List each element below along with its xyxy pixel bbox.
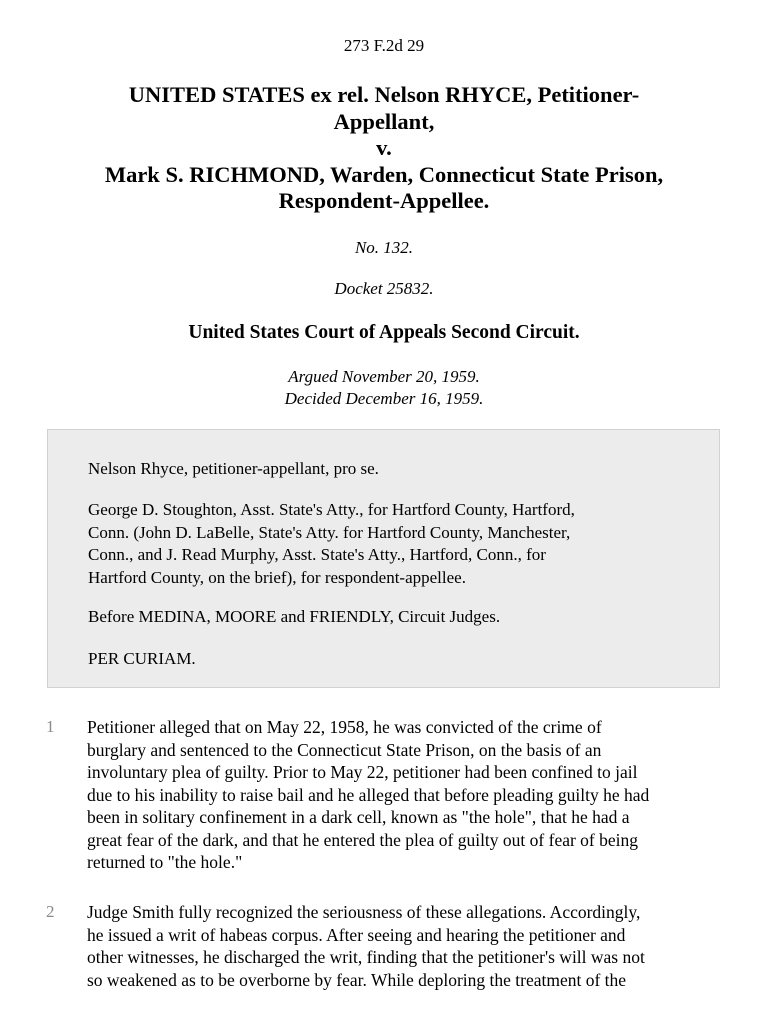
decided-date: Decided December 16, 1959. [284, 389, 484, 408]
paragraph-line: returned to "the hole." [87, 852, 243, 872]
respondent-counsel-line: Conn. (John D. LaBelle, State's Atty. for Hartford County, Manchester, [88, 522, 571, 542]
docket-number: Docket 25832. [334, 279, 434, 298]
case-number: No. 132. [354, 238, 414, 257]
paragraph-line: burglary and sentenced to the Connecticut State Prison, on the basis of an [87, 739, 602, 760]
case-title-line: Appellant, [333, 108, 435, 134]
paragraph-text [87, 901, 737, 991]
paragraph-line: Judge Smith fully recognized the seriousness of these allegations. Accordingly, [87, 902, 641, 922]
respondent-counsel-line: George D. Stoughton, Asst. State's Atty., for Hartford County, Hartford, [88, 500, 575, 519]
respondent-counsel-line: Conn., and J. Read Murphy, Asst. State's Atty., Hartford, Conn., for [88, 545, 546, 564]
paragraph-line: due to his inability to raise bail and he alleged that before pleading guilty he had [87, 784, 650, 805]
judges-line: Before MEDINA, MOORE and FRIENDLY, Circuit Judges. [88, 607, 501, 626]
case-title [40, 82, 728, 215]
argued-date: Argued November 20, 1959. [288, 367, 480, 386]
paragraph-line: Petitioner alleged that on May 22, 1958, he was convicted of the crime of [87, 717, 602, 737]
paragraph-line: been in solitary confinement in a dark cell, known as "the hole", that he had a [87, 807, 630, 827]
paragraph-number: 1 [46, 717, 55, 736]
paragraph-line: great fear of the dark, and that he entered the plea of guilty out of fear of being [87, 829, 639, 850]
case-title-line: Respondent-Appellee. [278, 188, 490, 213]
paragraph-line: so weakened as to be overborne by fear. While deploring the treatment of the [87, 969, 627, 990]
respondent-counsel [88, 499, 688, 589]
respondent-counsel-line: Hartford County, on the brief), for respondent-appellee. [88, 567, 466, 587]
court-name: United States Court of Appeals Second Circuit. [188, 322, 580, 343]
petitioner-counsel: Nelson Rhyce, petitioner-appellant, pro se. [88, 459, 379, 478]
case-title-line: Mark S. RICHMOND, Warden, Connecticut State Prison, [104, 161, 664, 187]
opinion-type: PER CURIAM. [88, 649, 196, 668]
paragraph-line: he issued a writ of habeas corpus. After seeing and hearing the petitioner and [87, 924, 626, 945]
counsel-panel [47, 429, 720, 688]
paragraph-line: other witnesses, he discharged the writ, finding that the petitioner's will was not [87, 947, 645, 967]
paragraph-number: 2 [46, 902, 55, 921]
paragraph-line: involuntary plea of guilty. Prior to May 22, petitioner had been confined to jail [87, 762, 638, 782]
case-title-line: UNITED STATES ex rel. Nelson RHYCE, Petitioner- [128, 82, 640, 107]
paragraph-text [87, 716, 737, 874]
case-title-line: v. [376, 135, 392, 160]
case-citation: 273 F.2d 29 [343, 36, 425, 55]
